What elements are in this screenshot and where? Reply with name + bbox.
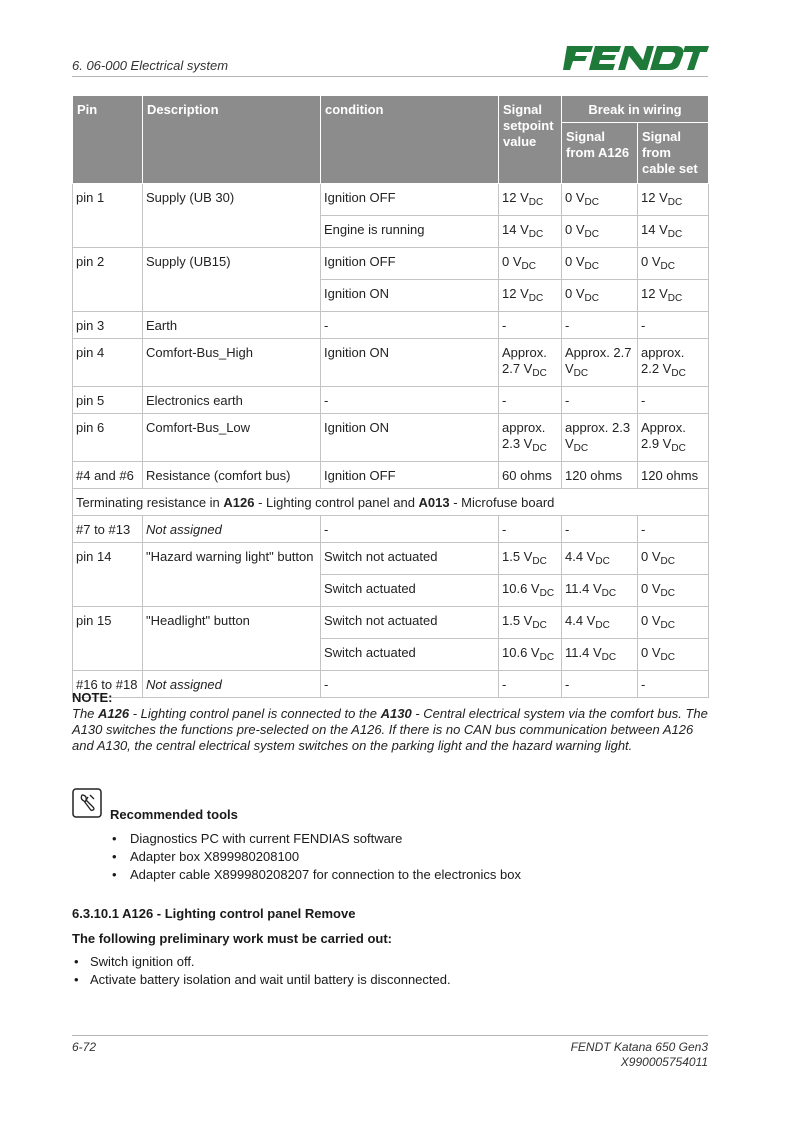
cell-condition: Switch not actuated — [321, 543, 499, 575]
cell-from-a126: - — [562, 516, 638, 543]
section-header: 6. 06-000 Electrical system — [72, 58, 229, 73]
cell-from-cable: 0 $V_{DC}$ — [638, 639, 709, 671]
note-text: The A126 - Lighting control panel is connected to the A130 - Central electrical system via the comfort bus. The A130 switches the functions pre-selected on the A126. If there is no CAN bus communication between A126 and A130, the central electrical system switches on the parking light and the hazard warning light. — [72, 706, 708, 753]
recommended-tools-title: Recommended tools — [110, 807, 238, 822]
cell-description: Not assigned — [143, 671, 321, 698]
cell-pin: pin 6 — [73, 414, 143, 462]
cell-from-cable: 0 $V_{DC}$ — [638, 575, 709, 607]
cell-condition: Ignition OFF — [321, 248, 499, 280]
cell-condition: Ignition ON — [321, 339, 499, 387]
cell-condition: - — [321, 312, 499, 339]
table-row — [73, 387, 709, 414]
list-item: • Adapter cable X899980208207 for connection to the electronics box — [110, 866, 521, 884]
cell-pin: pin 2 — [73, 248, 143, 312]
cell-from-a126: 0 $V_{DC}$ — [562, 216, 638, 248]
terminating-resistance-note: Terminating resistance in A126 - Lighting control panel and A013 - Microfuse board — [73, 489, 709, 516]
table-row — [73, 516, 709, 543]
recommended-tools-list — [110, 830, 521, 884]
table-row — [73, 607, 709, 639]
cell-description: Not assigned — [143, 516, 321, 543]
section-title: 6.3.10.1 A126 - Lighting control panel Remove — [72, 906, 356, 921]
cell-condition: - — [321, 387, 499, 414]
cell-condition: Ignition OFF — [321, 184, 499, 216]
cell-from-a126: 0 $V_{DC}$ — [562, 184, 638, 216]
cell-setpoint: Approx. 2.7 $V_{DC}$ — [499, 339, 562, 387]
cell-pin: #7 to #13 — [73, 516, 143, 543]
cell-pin: pin 14 — [73, 543, 143, 607]
cell-condition: Switch not actuated — [321, 607, 499, 639]
cell-from-cable: 120 ohms — [638, 462, 709, 489]
table-row — [73, 184, 709, 216]
cell-setpoint: 0 $V_{DC}$ — [499, 248, 562, 280]
cell-setpoint: 60 ohms — [499, 462, 562, 489]
col-header-setpoint: Signal setpoint value — [499, 96, 562, 184]
cell-setpoint: 10.6 $V_{DC}$ — [499, 575, 562, 607]
cell-pin: pin 4 — [73, 339, 143, 387]
cell-pin: pin 1 — [73, 184, 143, 248]
col-header-break-in-wiring: Break in wiring — [562, 96, 709, 123]
cell-from-a126: 11.4 $V_{DC}$ — [562, 639, 638, 671]
cell-setpoint: - — [499, 312, 562, 339]
footer-rule — [72, 1035, 708, 1036]
cell-description: Electronics earth — [143, 387, 321, 414]
cell-from-a126: - — [562, 387, 638, 414]
preliminary-work-title: The following preliminary work must be carried out: — [72, 931, 392, 946]
cell-condition: Switch actuated — [321, 575, 499, 607]
cell-from-cable: 12 $V_{DC}$ — [638, 184, 709, 216]
header-rule — [72, 76, 708, 77]
cell-description: Resistance (comfort bus) — [143, 462, 321, 489]
cell-from-a126: 11.4 $V_{DC}$ — [562, 575, 638, 607]
footer-model-info — [571, 1040, 708, 1070]
table-row — [73, 462, 709, 489]
cell-from-cable: 0 $V_{DC}$ — [638, 248, 709, 280]
cell-setpoint: - — [499, 516, 562, 543]
cell-pin: pin 5 — [73, 387, 143, 414]
preliminary-work-list — [72, 953, 451, 989]
cell-condition: Ignition ON — [321, 280, 499, 312]
table-row — [73, 414, 709, 462]
table-row — [73, 312, 709, 339]
cell-from-cable: - — [638, 671, 709, 698]
cell-description: Comfort-Bus_Low — [143, 414, 321, 462]
cell-condition: Ignition ON — [321, 414, 499, 462]
cell-description: "Hazard warning light" button — [143, 543, 321, 607]
tools-icon — [72, 788, 102, 818]
cell-description: Supply (UB15) — [143, 248, 321, 312]
cell-pin: #4 and #6 — [73, 462, 143, 489]
cell-from-a126: 4.4 $V_{DC}$ — [562, 543, 638, 575]
cell-setpoint: 10.6 $V_{DC}$ — [499, 639, 562, 671]
col-header-from-a126: Signal from A126 — [562, 123, 638, 184]
list-item: • Activate battery isolation and wait until battery is disconnected. — [72, 971, 451, 989]
cell-description: Supply (UB 30) — [143, 184, 321, 248]
cell-description: "Headlight" button — [143, 607, 321, 671]
cell-from-a126: approx. 2.3 $V_{DC}$ — [562, 414, 638, 462]
cell-condition: - — [321, 671, 499, 698]
cell-condition: - — [321, 516, 499, 543]
fendt-logo — [563, 44, 709, 72]
cell-pin: #16 to #18 — [73, 671, 143, 698]
note-block — [72, 690, 712, 754]
table-row — [73, 339, 709, 387]
cell-description: Comfort-Bus_High — [143, 339, 321, 387]
cell-from-a126: 120 ohms — [562, 462, 638, 489]
document-number: X990005754011 — [620, 1055, 708, 1069]
list-item: • Switch ignition off. — [72, 953, 451, 971]
table-row — [73, 248, 709, 280]
cell-setpoint: - — [499, 671, 562, 698]
cell-from-cable: Approx. 2.9 $V_{DC}$ — [638, 414, 709, 462]
cell-from-cable: 0 $V_{DC}$ — [638, 607, 709, 639]
col-header-description: Description — [143, 96, 321, 184]
col-header-pin: Pin — [73, 96, 143, 184]
cell-description: Earth — [143, 312, 321, 339]
pin-assignment-table — [72, 95, 709, 698]
cell-pin: pin 15 — [73, 607, 143, 671]
cell-from-cable: - — [638, 312, 709, 339]
cell-from-a126: 0 $V_{DC}$ — [562, 280, 638, 312]
cell-condition: Engine is running — [321, 216, 499, 248]
cell-setpoint: 12 $V_{DC}$ — [499, 280, 562, 312]
cell-from-cable: 12 $V_{DC}$ — [638, 280, 709, 312]
cell-from-a126: 0 $V_{DC}$ — [562, 248, 638, 280]
list-item: • Diagnostics PC with current FENDIAS software — [110, 830, 521, 848]
cell-from-cable: approx. 2.2 $V_{DC}$ — [638, 339, 709, 387]
cell-from-cable: - — [638, 387, 709, 414]
table-row — [73, 543, 709, 575]
model-name: FENDT Katana 650 Gen3 — [570, 1040, 708, 1054]
col-header-condition: condition — [321, 96, 499, 184]
cell-from-cable: 14 $V_{DC}$ — [638, 216, 709, 248]
table-row-terminating — [73, 489, 709, 516]
cell-from-a126: - — [562, 671, 638, 698]
cell-setpoint: 12 $V_{DC}$ — [499, 184, 562, 216]
cell-condition: Ignition OFF — [321, 462, 499, 489]
cell-from-a126: - — [562, 312, 638, 339]
note-heading: NOTE: — [72, 690, 113, 705]
cell-setpoint: - — [499, 387, 562, 414]
cell-setpoint: 1.5 $V_{DC}$ — [499, 607, 562, 639]
cell-setpoint: 1.5 $V_{DC}$ — [499, 543, 562, 575]
page-number: 6-72 — [72, 1040, 97, 1054]
cell-from-cable: - — [638, 516, 709, 543]
col-header-from-cable-set: Signal from cable set — [638, 123, 709, 184]
cell-condition: Switch actuated — [321, 639, 499, 671]
cell-setpoint: 14 $V_{DC}$ — [499, 216, 562, 248]
cell-from-a126: Approx. 2.7 $V_{DC}$ — [562, 339, 638, 387]
list-item: • Adapter box X899980208100 — [110, 848, 521, 866]
cell-pin: pin 3 — [73, 312, 143, 339]
cell-from-cable: 0 $V_{DC}$ — [638, 543, 709, 575]
cell-setpoint: approx. 2.3 $V_{DC}$ — [499, 414, 562, 462]
cell-from-a126: 4.4 $V_{DC}$ — [562, 607, 638, 639]
